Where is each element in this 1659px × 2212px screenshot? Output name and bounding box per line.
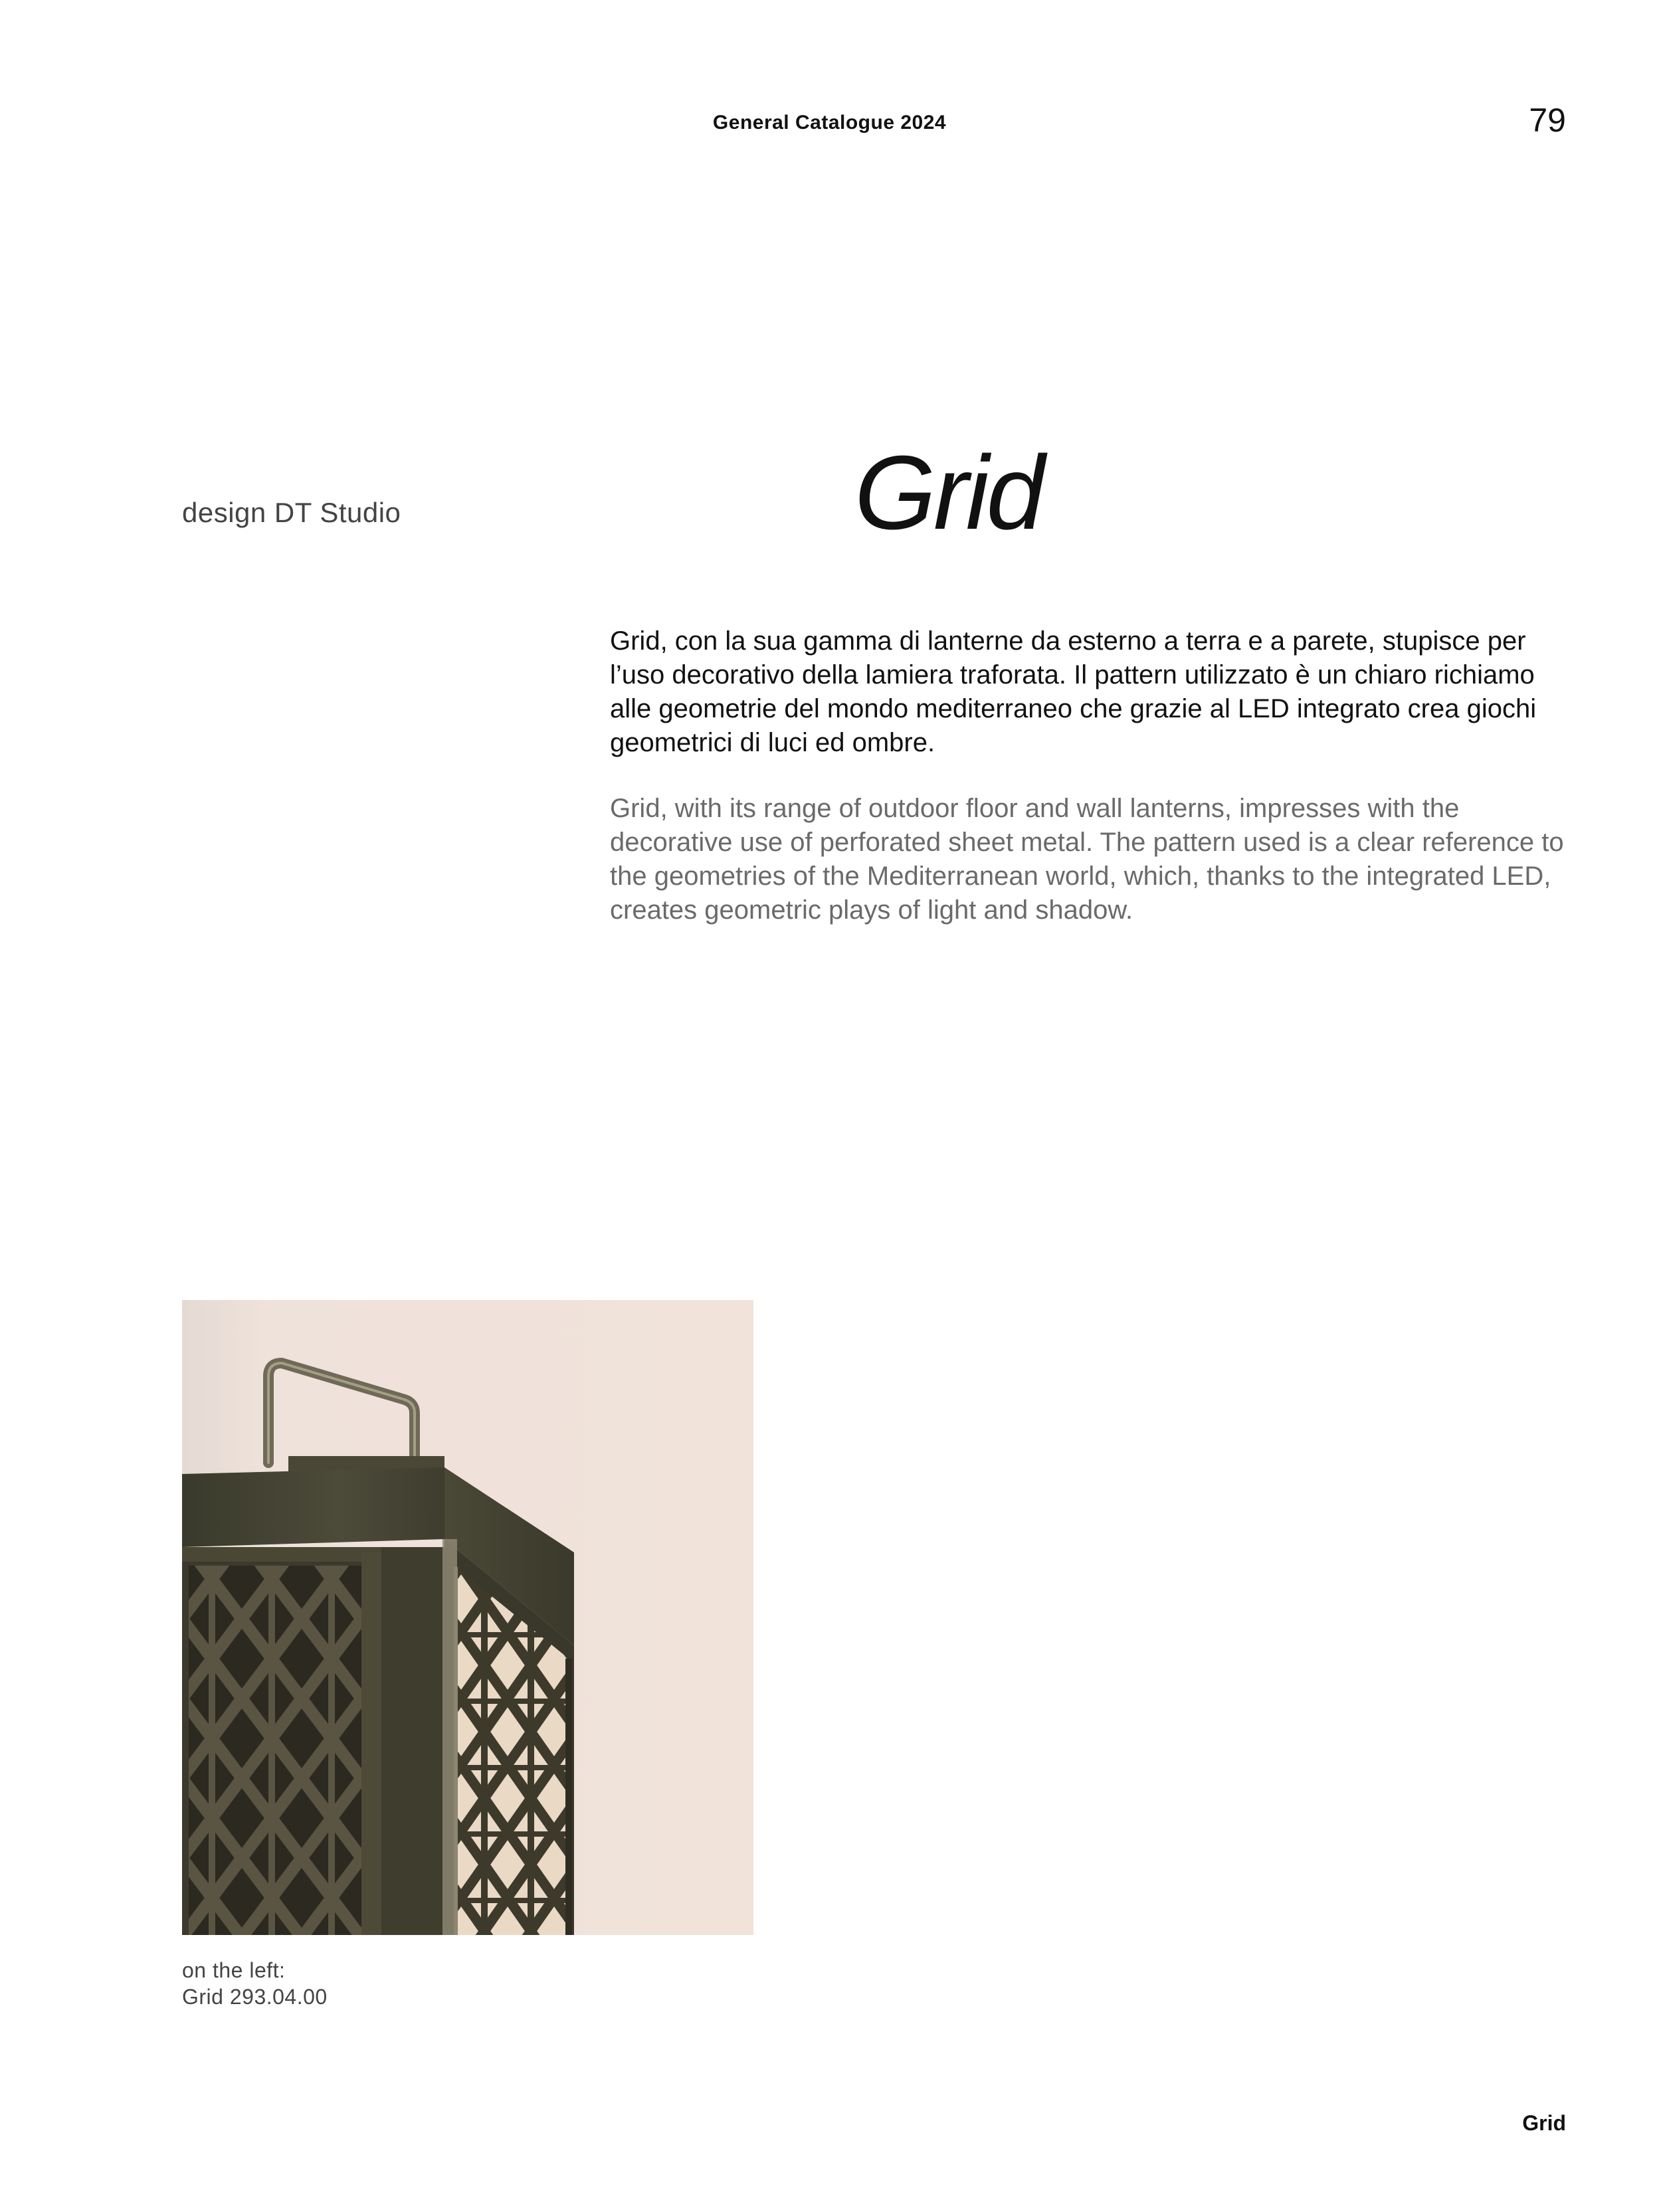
description-english: Grid, with its range of outdoor floor and wall lanterns, impresses with the decorative use of perforated sheet metal. The pattern used is a clear reference to the geometries of the Mediterranean world, which, thanks to the integrated LED, creates geometric plays of light and shadow.: [610, 794, 1564, 925]
product-photo: [182, 1300, 753, 1935]
designer-credit: design DT Studio: [182, 497, 401, 528]
caption-product-code: Grid 293.04.00: [182, 1985, 328, 2009]
product-title: Grid: [854, 434, 1042, 551]
photo-caption: [182, 1957, 328, 2010]
caption-label: on the left:: [182, 1958, 286, 1982]
catalogue-title: General Catalogue 2024: [712, 112, 947, 134]
footer-section-label: Grid: [1522, 2111, 1566, 2135]
description-italian: Grid, con la sua gamma di lanterne da esterno a terra e a parete, stupisce per l’uso decorativo della lamiera traforata. Il pattern utilizzato è un chiaro richiamo alle geometrie del mondo mediterraneo che grazie al LED integrato crea giochi geometrici di luci ed ombre.: [610, 626, 1537, 757]
page-number: 79: [1529, 102, 1566, 139]
